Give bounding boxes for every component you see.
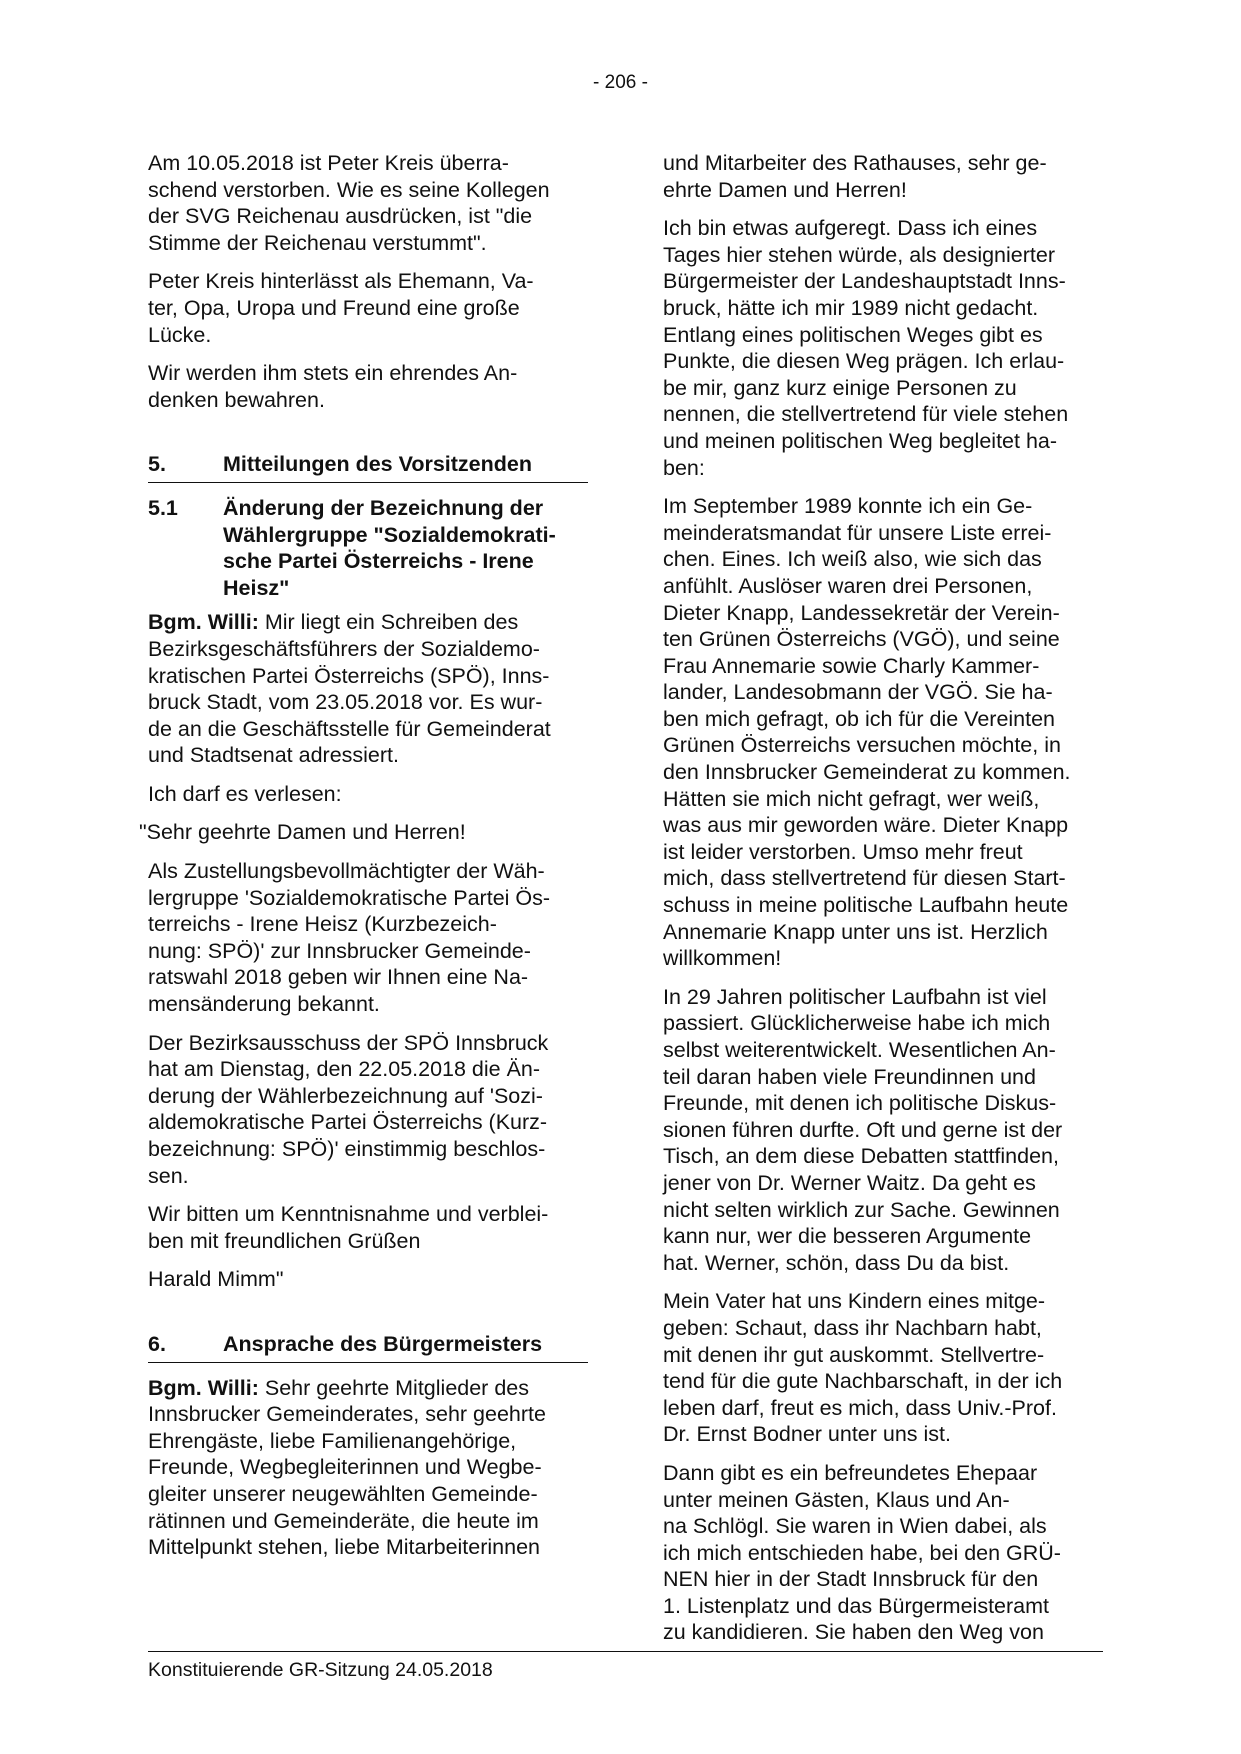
subsection-heading-5-1 [148, 495, 588, 601]
paragraph: Dann gibt es ein befreundetes Ehepaar unter meinen Gästen, Klaus und An- na Schlögl. Sie waren in Wien dabei, als ich mich entschieden habe, bei den GRÜ- NEN hier in der Stadt Innsbruck für den 1. Listenplatz und das Bürgermeisteramt zu kandidieren. Sie haben den Weg von [663, 1460, 1061, 1645]
footer-divider [148, 1651, 1103, 1652]
footer-text: Konstituierende GR-Sitzung 24.05.2018 [148, 1659, 493, 1681]
speech-text: Mir liegt ein Schreiben des Bezirksgeschäftsführers der Sozialdemo- kratischen Partei Österreichs (SPÖ), Inns- bruck Stadt, vom 23.05.2018 vor. Es wur- de an die Geschäftsstelle für Gemeinderat und Stadtsenat adressiert. [148, 610, 551, 768]
paragraph: Im September 1989 konnte ich ein Ge- meinderatsmandat für unsere Liste errei- chen. Eines. Ich weiß also, wie sich das anfühlt. Auslöser waren drei Personen, Dieter Knapp, Landessekretär der Verein- ten Grünen Österreichs (VGÖ), und seine Frau Annemarie sowie Charly Kammer- lander, Landesobmann der VGÖ. Sie ha- ben mich gefragt, ob ich für die Vereinten Grünen Österreichs versuchen möchte, in den Innsbrucker Gemeinderat zu kommen. Hätten sie mich nicht gefragt, wer weiß, was aus mir geworden wäre. Dieter Knapp ist leider verstorben. Umso mehr freut mich, dass stellvertretend für diesen Start- schuss in meine politische Laufbahn heute Annemarie Knapp unter uns ist. Herzlich willkommen! [663, 494, 1071, 971]
speech-text: Sehr geehrte Mitglieder des Innsbrucker Gemeinderates, sehr geehrte Ehrengäste, liebe Familienangehörige, Freunde, Wegbegleiterinnen und Wegbe- gleiter unserer neugewählten Gemeinde- rätinnen und Gemeinderäte, die heute im Mittelpunkt stehen, liebe Mitarbeiterinnen [148, 1375, 546, 1560]
section-number: 5. [148, 452, 166, 477]
speech-paragraph [148, 1375, 588, 1561]
paragraph: und Mitarbeiter des Rathauses, sehr ge- ehrte Damen und Herren! [663, 151, 1047, 202]
section-title: Mitteilungen des Vorsitzenden [223, 452, 532, 477]
speaker-label: Bgm. Willi: [148, 1375, 259, 1400]
paragraph: Peter Kreis hinterlässt als Ehemann, Va- ter, Opa, Uropa und Freund eine große Lücke. [148, 269, 534, 347]
page-number: - 206 - [593, 72, 648, 93]
paragraph: Wir werden ihm stets ein ehrendes An- denken bewahren. [148, 361, 518, 412]
right-column [663, 150, 1103, 1658]
paragraph: In 29 Jahren politischer Laufbahn ist viel passiert. Glücklicherweise habe ich mich selbst weiterentwickelt. Wesentlichen An- teil daran haben viele Freundinnen und Freunde, mit denen ich politische Diskus- sionen führen durfte. Oft und gerne ist der Tisch, an dem diese Debatten stattfinden, jener von Dr. Werner Waitz. Da geht es nicht selten wirklich zur Sache. Gewinnen kann nur, wer die besseren Argumente hat. Werner, schön, dass Du da bist. [663, 984, 1063, 1275]
section-heading-5 [148, 451, 588, 483]
section-number: 6. [148, 1331, 166, 1356]
paragraph: Am 10.05.2018 ist Peter Kreis überra- schend verstorben. Wie es seine Kollegen der SVG Reichenau ausdrücken, ist "die Stimme der Reichenau verstummt". [148, 151, 550, 255]
paragraph: Ich darf es verlesen: [148, 781, 342, 806]
section-title: Ansprache des Bürgermeisters [223, 1331, 543, 1356]
paragraph: Ich bin etwas aufgeregt. Dass ich eines Tages hier stehen würde, als designierter Bürgermeister der Landeshauptstadt Inns- bruck, hätte ich mir 1989 nicht gedacht. Entlang eines politischen Weges gibt es Punkte, die diesen Weg prägen. Ich erlau- be mir, ganz kurz einige Personen zu nennen, die stellvertretend für viele stehen und meinen politischen Weg begleitet ha- ben: [663, 216, 1069, 480]
paragraph: Der Bezirksausschuss der SPÖ Innsbruck hat am Dienstag, den 22.05.2018 die Än- derung der Wählerbezeichnung auf 'Sozi- aldemokratische Partei Österreichs (Kurz- bezeichnung: SPÖ)' einstimmig beschlos- sen. [148, 1030, 549, 1188]
paragraph: Wir bitten um Kenntnisnahme und verblei- ben mit freundlichen Grüßen [148, 1202, 549, 1253]
speaker-label: Bgm. Willi: [148, 610, 259, 635]
letter-signature: Harald Mimm" [148, 1267, 284, 1292]
left-column [139, 150, 588, 1573]
section-heading-6 [148, 1331, 588, 1363]
paragraph: Mein Vater hat uns Kindern eines mitge- geben: Schaut, dass ihr Nachbarn habt, mit denen ihr gut auskommt. Stellvertre- tend für die gute Nachbarschaft, in der ich leben darf, freut es mich, dass Univ.-Prof. Dr. Ernst Bodner unter uns ist. [663, 1289, 1063, 1447]
speech-paragraph [148, 609, 588, 769]
letter-salutation: "Sehr geehrte Damen und Herren! [139, 820, 466, 845]
paragraph: Als Zustellungsbevollmächtigter der Wäh- lergruppe 'Sozialdemokratische Partei Ös- terreichs - Irene Heisz (Kurzbezeich- nung: SPÖ)' zur Innsbrucker Gemeinde- ratswahl 2018 geben wir Ihnen eine Na- mensänderung bekannt. [148, 859, 551, 1017]
subsection-title: Änderung der Bezeichnung der Wählergruppe "Sozialdemokrati- sche Partei Österreichs - Irene Heisz" [223, 495, 556, 600]
subsection-number: 5.1 [148, 495, 178, 520]
